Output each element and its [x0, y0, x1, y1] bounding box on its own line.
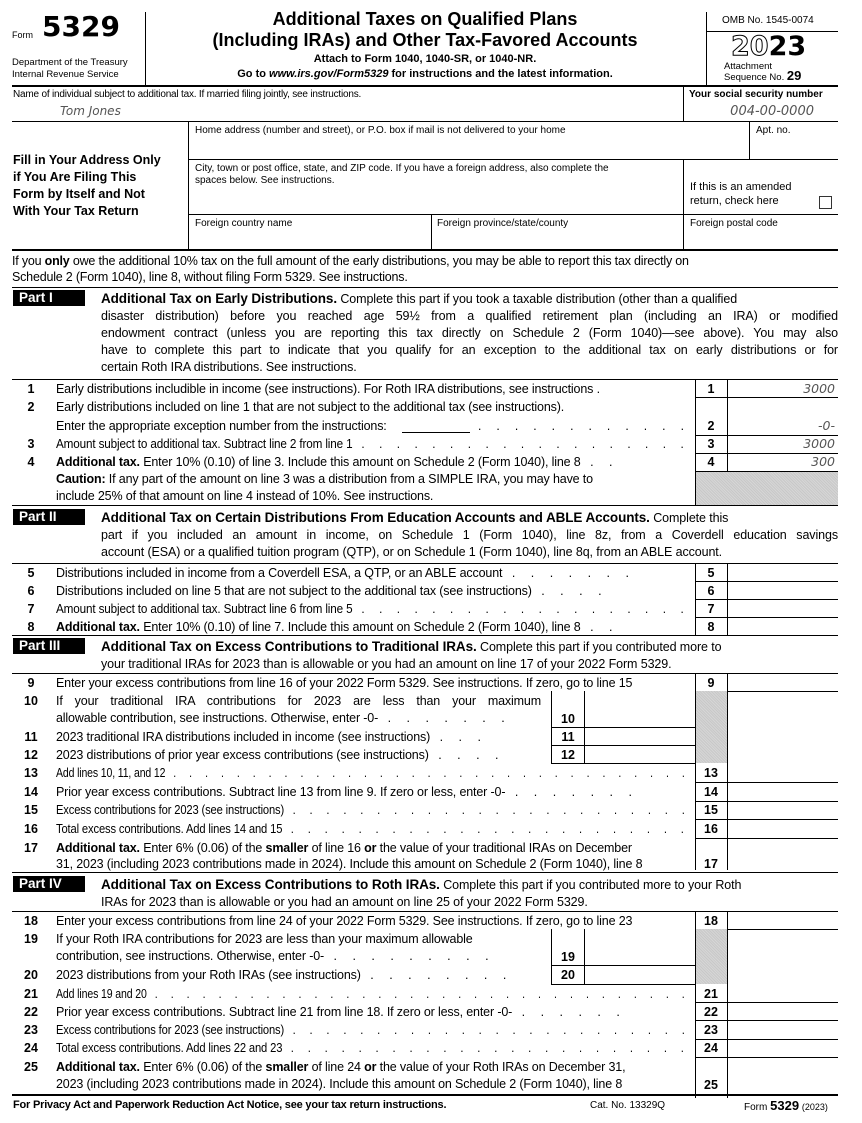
line-10-text-2: allowable contribution, see instructions. Otherwise, enter -0- . . . . . . . [56, 711, 511, 725]
amended-label-line-1: If this is an amended [690, 181, 792, 193]
part-1-label: Part I [13, 290, 85, 306]
line-19-text-2: contribution, see instructions. Otherwise, enter -0- . . . . . . . . . [56, 949, 495, 963]
exception-number-field[interactable] [402, 432, 470, 433]
line-3-text: Amount subject to additional tax. Subtract line 2 from line 1 . . . . . . . . . . . . . . . . . . . [56, 437, 690, 451]
line-2-text-2: Enter the appropriate exception number from the instructions: [56, 419, 387, 433]
line-20-text: 2023 distributions from your Roth IRAs (see instructions) . . . . . . . . [56, 968, 513, 982]
line-23-text: Excess contributions for 2023 (see instructions) . . . . . . . . . . . . . . . . . . . . . . . . [56, 1023, 691, 1037]
home-address-field[interactable] [195, 139, 745, 157]
title-line-1: Additional Taxes on Qualified Plans [272, 9, 578, 29]
line-16-text: Total excess contributions. Add lines 14 and 15 . . . . . . . . . . . . . . . . . . . . . . . . [56, 822, 690, 836]
title-line-2: (Including IRAs) and Other Tax-Favored Accounts [212, 30, 638, 50]
city-label-line-2: spaces below. See instructions. [195, 175, 335, 186]
part-1-description: Additional Tax on Early Distributions. Complete this part if you took a taxable distribution (other than a qualified disaster distribution) before you reached age 59½ from a qualified retirement plan (including an IRA) or modified endowment contract (unless you are reporting this tax directly on Schedule 2 (Form 1040)—see above). You may also have to complete this part to indicate that you qualify for an exception to the additional tax on early distributions or for certain Roth IRA distributions. See instructions. [101, 291, 838, 374]
apt-field[interactable] [756, 139, 836, 157]
form-title [150, 9, 700, 51]
attachment-label: Attachment [724, 61, 773, 72]
line-2-amount[interactable]: -0- [818, 418, 835, 433]
line-13-text: Add lines 10, 11, and 12 . . . . . . . . . . . . . . . . . . . . . . . . . . . . . . . . . [56, 766, 690, 780]
line-6-text: Distributions included on line 5 that are not subject to the additional tax (see instructions) . . . . [56, 584, 608, 598]
foreign-country-label: Foreign country name [195, 218, 293, 229]
city-label-line-1: City, town or post office, state, and ZIP code. If you have a foreign address, also complete the [195, 163, 609, 174]
line-11-text: 2023 traditional IRA distributions included in income (see instructions) . . . [56, 730, 487, 744]
line-25-text: Additional tax. Enter 6% (0.06) of the smaller of line 24 or the value of your Roth IRAs on December 31, [56, 1060, 626, 1074]
sequence-label: Sequence No. 29 [724, 68, 802, 83]
line-1-amount[interactable]: 3000 [803, 381, 835, 396]
omb-number: OMB No. 1545-0074 [722, 15, 814, 26]
foreign-province-field[interactable] [437, 232, 677, 247]
line-17-text: Additional tax. Enter 6% (0.06) of the smaller of line 16 or the value of your traditional IRAs on December [56, 841, 632, 855]
privacy-notice: For Privacy Act and Paperwork Reduction Act Notice, see your tax return instructions. [13, 1099, 447, 1111]
footer-form-id: Form 5329 (2023) [744, 1098, 828, 1113]
line-12-text: 2023 distributions of prior year excess contributions (see instructions) . . . . [56, 748, 505, 762]
ssn-field[interactable]: 004-00-0000 [730, 104, 814, 119]
form-word: Form [12, 30, 33, 40]
name-field[interactable]: Tom Jones [60, 104, 121, 118]
line-24-text: Total excess contributions. Add lines 22 and 23 . . . . . . . . . . . . . . . . . . . . . . . . [56, 1041, 690, 1055]
line-21-text: Add lines 19 and 20 . . . . . . . . . . . . . . . . . . . . . . . . . . . . . . . . . . [56, 987, 690, 1001]
city-field[interactable] [195, 190, 675, 212]
sequence-number: 29 [786, 68, 802, 83]
amended-return-checkbox[interactable] [819, 196, 832, 209]
line-19-text: If your Roth IRA contributions for 2023 are less than your maximum allowable [56, 932, 473, 946]
line-17-text-2: 31, 2023 (including 2023 contributions made in 2024). Include this amount on Schedule 2 (Form 1040), line 8 [56, 857, 643, 871]
line-18-text: Enter your excess contributions from line 24 of your 2022 Form 5329. See instructions. If zero, go to line 23 [56, 914, 633, 928]
goto-instruction: Go to www.irs.gov/Form5329 for instructions and the latest information. [237, 68, 613, 80]
foreign-province-label: Foreign province/state/county [437, 218, 569, 229]
apt-label: Apt. no. [756, 125, 791, 136]
home-address-label: Home address (number and street), or P.O. box if mail is not delivered to your home [195, 125, 566, 136]
line-4-text: Additional tax. Enter 10% (0.10) of line 3. Include this amount on Schedule 2 (Form 1040), line 8 . . [56, 455, 619, 469]
line-5-text: Distributions included in income from a Coverdell ESA, a QTP, or an ABLE account . . . . . . . [56, 566, 635, 580]
ssn-label: Your social security number [689, 89, 823, 100]
irs-link[interactable]: www.irs.gov/Form5329 [269, 68, 389, 80]
part-3-label: Part III [13, 638, 85, 654]
line-15-text: Excess contributions for 2023 (see instructions) . . . . . . . . . . . . . . . . . . . . . . . . [56, 803, 691, 817]
line-7-text: Amount subject to additional tax. Subtract line 6 from line 5 . . . . . . . . . . . . . . . . . . . [56, 602, 690, 616]
line-14-text: Prior year excess contributions. Subtract line 13 from line 9. If zero or less, enter -0- . . . . . . . [56, 785, 638, 799]
amended-label-line-2: return, check here [690, 195, 779, 207]
caution-note: Caution: If any part of the amount on line 3 was a distribution from a SIMPLE IRA, you may have to [56, 472, 593, 486]
address-side-heading: Fill in Your Address Only if You Are Filing This Form by Itself and Not With Your Tax Return [13, 153, 161, 218]
agency-line: Internal Revenue Service [12, 69, 119, 80]
line-2-text: Early distributions included on line 1 that are not subject to the additional tax (see instructions). [56, 400, 565, 414]
shaded-area [696, 472, 838, 505]
line-8-text: Additional tax. Enter 10% (0.10) of line 7. Include this amount on Schedule 2 (Form 1040), line 8 . . [56, 620, 619, 634]
part-4-description: Additional Tax on Excess Contributions to Roth IRAs. Complete this part if you contributed more to your Roth IRAs for 2023 than is allowable or you had an amount on line 25 of your 2022 Form 5329. [101, 877, 742, 909]
tax-year: 2023 [731, 31, 807, 62]
foreign-postal-field[interactable] [690, 232, 835, 247]
line-4-amount[interactable]: 300 [811, 454, 835, 469]
part-2-label: Part II [13, 509, 85, 525]
catalog-number: Cat. No. 13329Q [590, 1100, 666, 1111]
department-line: Department of the Treasury [12, 57, 128, 68]
form-number: 5329 [42, 10, 120, 43]
line-1-text: Early distributions includible in income (see instructions). For Roth IRA distributions, see instructions . [56, 382, 600, 396]
name-label: Name of individual subject to additional tax. If married filing jointly, see instructions. [13, 89, 362, 100]
line-10-text: If your traditional IRA contributions for 2023 are less than your maximum [56, 694, 541, 708]
part-2-description: Additional Tax on Certain Distributions From Education Accounts and ABLE Accounts. Complete this part if you included an amount in income, on Schedule 1 (Form 1040), line 8z, from a Coverdell education savings account (ESA) or a qualified tuition program (QTP), or on Schedule 1 (Form 1040), line 8q, from an ABLE account. [101, 510, 838, 559]
attach-instruction: Attach to Form 1040, 1040-SR, or 1040-NR. [313, 53, 537, 65]
part-4-label: Part IV [13, 876, 85, 892]
line-22-text: Prior year excess contributions. Subtract line 21 from line 18. If zero or less, enter -0- . . . . . . [56, 1005, 626, 1019]
line-9-text: Enter your excess contributions from line 16 of your 2022 Form 5329. See instructions. If zero, go to line 15 [56, 676, 633, 690]
line-3-amount[interactable]: 3000 [803, 436, 835, 451]
foreign-postal-label: Foreign postal code [690, 218, 778, 229]
line-25-text-2: 2023 (including 2023 contributions made in 2024). Include this amount on Schedule 2 (Form 1040), line 8 [56, 1077, 623, 1091]
part-3-description: Additional Tax on Excess Contributions to Traditional IRAs. Complete this part if you contributed more to your traditional IRAs for 2023 than is allowable or you had an amount on line 17 of your 2022 Form 5329. [101, 639, 722, 671]
foreign-country-field[interactable] [195, 232, 425, 247]
